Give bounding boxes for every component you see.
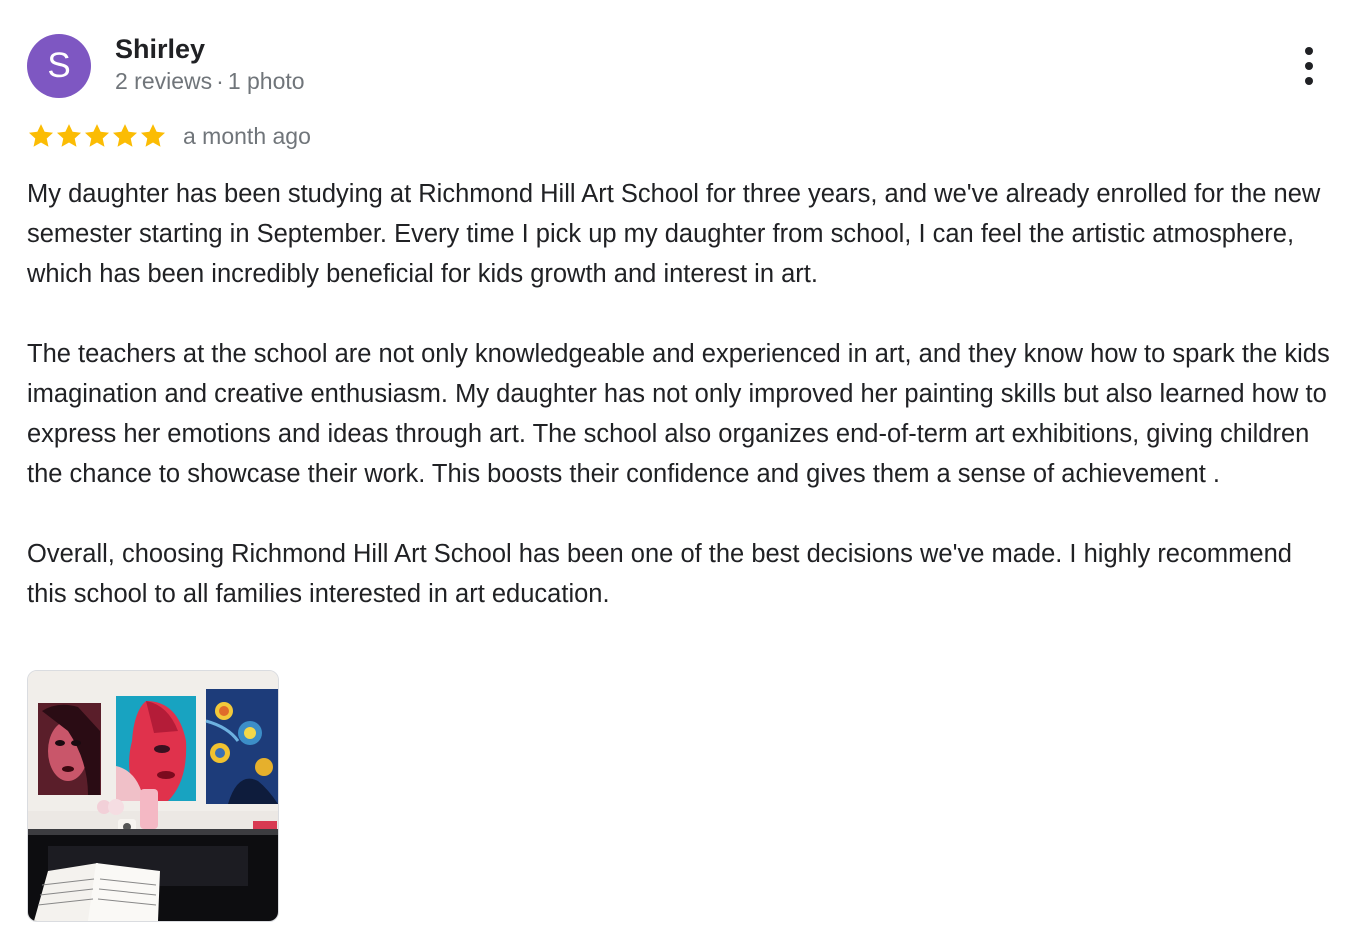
- more-vertical-icon: [1305, 47, 1313, 55]
- photos-count: 1 photo: [227, 68, 305, 94]
- review-paragraph: Overall, choosing Richmond Hill Art School has been one of the best decisions we've made. I highly recommend this school to all families interested in art education.: [27, 540, 1292, 608]
- rating-row: [27, 121, 311, 151]
- avatar[interactable]: [27, 34, 91, 98]
- star-icon: [27, 122, 55, 150]
- author-name[interactable]: Shirley: [115, 34, 206, 64]
- review-photo-thumbnail[interactable]: [27, 670, 279, 922]
- star-icon: [111, 122, 139, 150]
- star-icon: [139, 122, 167, 150]
- review-paragraph: The teachers at the school are not only knowledgeable and experienced in art, and they know how to spark the kids imagination and creative enthusiasm. My daughter has not only improved her painting skills but also learned how to express her emotions and ideas through art. The school also organizes end-of-term art exhibitions, giving children the chance to showcase their work. This boosts their confidence and gives them a sense of achievement .: [27, 340, 1330, 488]
- more-options-button[interactable]: [1289, 44, 1329, 88]
- avatar-initial: S: [47, 46, 71, 85]
- review-photo-image: [28, 671, 278, 921]
- star-rating: [27, 122, 167, 150]
- star-icon: [83, 122, 111, 150]
- author-meta[interactable]: [115, 68, 305, 95]
- star-icon: [55, 122, 83, 150]
- review-paragraph: My daughter has been studying at Richmond Hill Art School for three years, and we've already enrolled for the new semester starting in September. Every time I pick up my daughter from school, I can feel the artistic atmosphere, which has been incredibly beneficial for kids growth and interest in art.: [27, 180, 1321, 288]
- review-text: [27, 174, 1337, 614]
- meta-separator: ·: [216, 68, 224, 94]
- review-date: a month ago: [183, 122, 311, 149]
- more-vertical-icon-dot: [1305, 62, 1313, 70]
- reviews-count: 2 reviews: [115, 68, 213, 94]
- more-vertical-icon-dot: [1305, 77, 1313, 85]
